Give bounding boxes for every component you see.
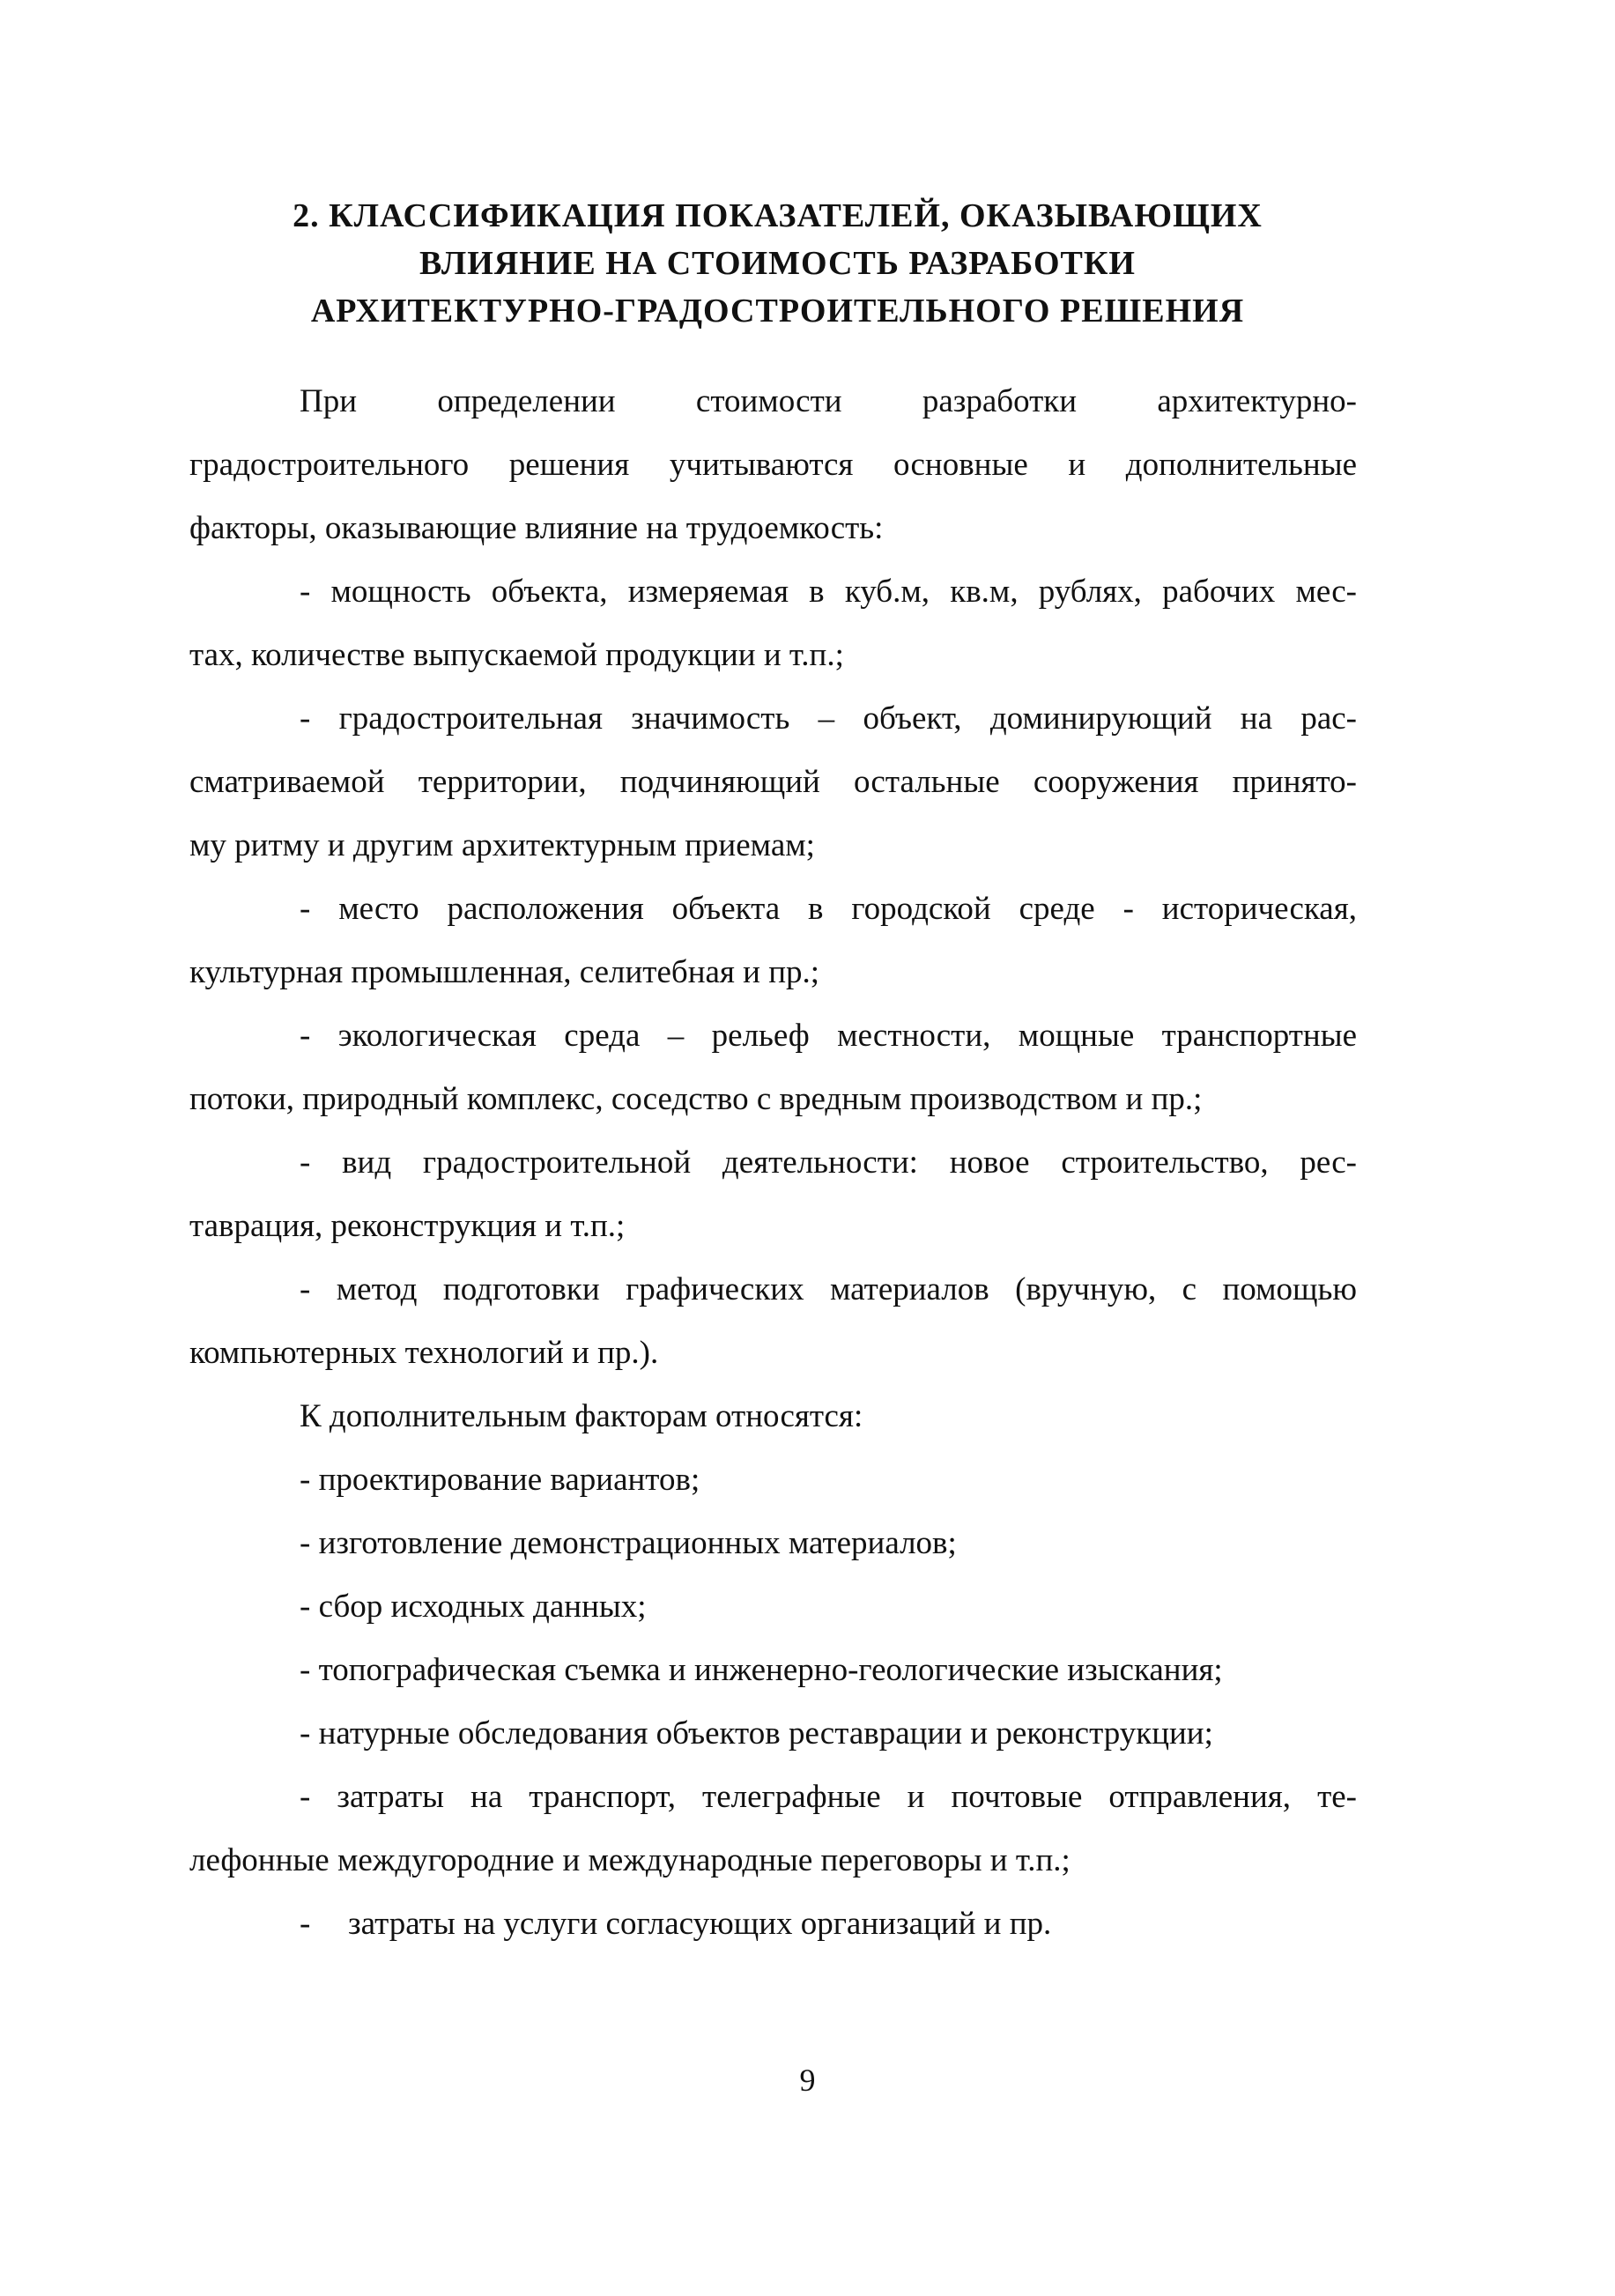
heading-line-2: ВЛИЯНИЕ НА СТОИМОСТЬ РАЗРАБОТКИ bbox=[419, 245, 1136, 282]
factor-significance-line-3: му ритму и другим архитектурным приемам; bbox=[189, 827, 815, 863]
factor-graphics-method-line-2: компьютерных технологий и пр.). bbox=[189, 1335, 659, 1371]
factor-significance-line-2: сматриваемой территории, подчиняющий остальные сооружения принято- bbox=[189, 764, 1357, 800]
factor-ecology-line-2: потоки, природный комплекс, соседство с вредным производством и пр.; bbox=[189, 1081, 1203, 1117]
intro-paragraph bbox=[189, 370, 1357, 560]
intro-line-3: факторы, оказывающие влияние на трудоемкость: bbox=[189, 510, 884, 546]
factor-location-line-2: культурная промышленная, селитебная и пр.; bbox=[189, 954, 820, 990]
intro-line-2: градостроительного решения учитываются основные и дополнительные bbox=[189, 447, 1357, 483]
factor-activity-type-line-2: таврация, реконструкция и т.п.; bbox=[189, 1208, 626, 1244]
factor-power-line-1: - мощность объекта, измеряемая в куб.м, кв.м, рублях, рабочих мес- bbox=[300, 574, 1357, 610]
factor-power bbox=[189, 560, 1357, 687]
factor-activity-type-line-1: - вид градостроительной деятельности: новое строительство, рес- bbox=[300, 1144, 1357, 1181]
factor-significance bbox=[189, 687, 1357, 878]
factor-activity-type bbox=[189, 1131, 1357, 1258]
body-text bbox=[189, 370, 1357, 1956]
additional-factor-inspection: - натурные обследования объектов реставрации и реконструкции; bbox=[300, 1715, 1213, 1752]
page-number: 9 bbox=[799, 2063, 816, 2098]
approvals-dash: - bbox=[300, 1906, 311, 1942]
transport-line-2: лефонные междугородние и международные переговоры и т.п.; bbox=[189, 1842, 1070, 1878]
additional-factor-source-data: - сбор исходных данных; bbox=[300, 1589, 647, 1625]
factor-significance-line-1: - градостроительная значимость – объект, доминирующий на рас- bbox=[300, 700, 1357, 737]
additional-factor-approvals bbox=[189, 1892, 1357, 1956]
factor-ecology bbox=[189, 1004, 1357, 1131]
factor-power-line-2: тах, количестве выпускаемой продукции и т.п.; bbox=[189, 637, 844, 673]
factor-graphics-method-line-1: - метод подготовки графических материалов (вручную, с помощью bbox=[300, 1271, 1357, 1307]
additional-factor-survey: - топографическая съемка и инженерно-геологические изыскания; bbox=[300, 1652, 1223, 1688]
transport-line-1: - затраты на транспорт, телеграфные и почтовые отправления, те- bbox=[300, 1779, 1357, 1815]
intro-line-1: При определении стоимости разработки архитектурно- bbox=[300, 383, 1357, 419]
approvals-text: затраты на услуги согласующих организаций и пр. bbox=[348, 1906, 1052, 1942]
factor-location-line-1: - место расположения объекта в городской среде - историческая, bbox=[300, 891, 1357, 927]
additional-factor-demo-materials: - изготовление демонстрационных материалов; bbox=[300, 1525, 957, 1561]
factor-ecology-line-1: - экологическая среда – рельеф местности, мощные транспортные bbox=[300, 1018, 1357, 1054]
section-heading bbox=[189, 192, 1366, 335]
additional-factor-variants: - проектирование вариантов; bbox=[300, 1462, 700, 1498]
heading-line-1: 2. КЛАССИФИКАЦИЯ ПОКАЗАТЕЛЕЙ, ОКАЗЫВАЮЩИХ bbox=[293, 197, 1263, 234]
heading-line-3: АРХИТЕКТУРНО-ГРАДОСТРОИТЕЛЬНОГО РЕШЕНИЯ bbox=[310, 293, 1245, 330]
factor-location bbox=[189, 878, 1357, 1004]
additional-factors-intro: К дополнительным факторам относятся: bbox=[300, 1398, 863, 1434]
additional-factor-transport bbox=[189, 1766, 1357, 1892]
factor-graphics-method bbox=[189, 1258, 1357, 1385]
